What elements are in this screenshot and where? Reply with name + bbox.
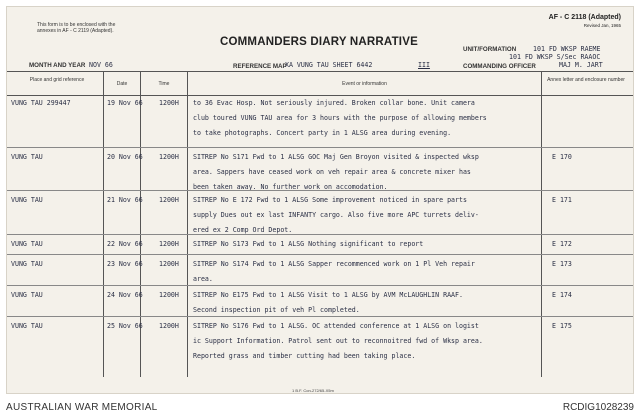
entry-event-line: supply Dues out ex last INFANTY cargo. Also five more APC turrets deliv- bbox=[193, 211, 479, 219]
entry-event-line: to 36 Evac Hosp. Not seriously injured. Broken collar bone. Unit camera bbox=[193, 99, 475, 107]
entry-date: 20 Nov 66 bbox=[107, 153, 143, 161]
entry-place: VUNG TAU 299447 bbox=[11, 99, 71, 107]
entry-time: 1200H bbox=[159, 291, 179, 299]
archive-name: AUSTRALIAN WAR MEMORIAL bbox=[6, 402, 158, 413]
entry-annex: E 171 bbox=[552, 196, 572, 204]
entry-place: VUNG TAU bbox=[11, 291, 43, 299]
col-header-date: Date bbox=[116, 81, 128, 87]
entry-date: 19 Nov 66 bbox=[107, 99, 143, 107]
entry-event-line: SITREP No S171 Fwd to 1 ALSG GOC Maj Gen Broyon visited & inspected wksp bbox=[193, 153, 479, 161]
col-divider bbox=[140, 71, 141, 377]
reference-map-label: REFERENCE MAP bbox=[233, 63, 287, 70]
entry-event-line: SITREP No S173 Fwd to 1 ALSG Nothing significant to report bbox=[193, 240, 424, 248]
unit-label: UNIT/FORMATION bbox=[463, 46, 517, 53]
entry-event-line: been taken away. No further work on accomodation. bbox=[193, 183, 388, 191]
entry-event-line: ered ex 2 Comp Ord Depot. bbox=[193, 226, 293, 234]
col-header-place: Place and grid reference bbox=[29, 77, 85, 83]
entry-event-line: SITREP No E175 Fwd to 1 ALSG Visit to 1 ALSG by AVM McLAUGHLIN RAAF. bbox=[193, 291, 463, 299]
entry-event-line: ic Support Information. Patrol sent out to reconnoitred fwd of Wksp area. bbox=[193, 337, 483, 345]
unit-value-1: 101 FD WKSP RAEME bbox=[533, 45, 601, 53]
page-title: COMMANDERS DIARY NARRATIVE bbox=[220, 36, 418, 48]
row-separator bbox=[7, 285, 633, 286]
diary-page bbox=[6, 6, 634, 394]
table-top-rule bbox=[7, 71, 633, 72]
entry-time: 1200H bbox=[159, 322, 179, 330]
unit-value-2: 101 FD WKSP S/Sec RAAOC bbox=[509, 53, 601, 61]
reference-map-sheet: III bbox=[418, 61, 430, 69]
col-divider bbox=[103, 71, 104, 377]
entry-time: 1200H bbox=[159, 260, 179, 268]
entry-time: 1200H bbox=[159, 99, 179, 107]
entry-place: VUNG TAU bbox=[11, 240, 43, 248]
entry-event-line: SITREP No S176 Fwd to 1 ALSG. OC attended conference at 1 ALSG on logist bbox=[193, 322, 479, 330]
commanding-officer-value: MAJ M. JART bbox=[559, 61, 603, 69]
entry-event-line: Second inspection pit of veh Pl completed. bbox=[193, 306, 360, 314]
entry-annex: E 170 bbox=[552, 153, 572, 161]
col-header-annex: Annex letter and enclosure number bbox=[547, 77, 625, 83]
entry-date: 25 Nov 66 bbox=[107, 322, 143, 330]
entry-event-line: SITREP No S174 Fwd to 1 ALSG Sapper recommenced work on 1 Pl Veh repair bbox=[193, 260, 475, 268]
entry-event-line: SITREP No E 172 Fwd to 1 ALSG Some improvement noticed in spare parts bbox=[193, 196, 467, 204]
header-bottom-rule bbox=[7, 95, 633, 96]
commanding-officer-label: COMMANDING OFFICER bbox=[463, 63, 536, 70]
entry-place: VUNG TAU bbox=[11, 196, 43, 204]
month-year-value: NOV 66 bbox=[89, 61, 113, 69]
entry-time: 1200H bbox=[159, 196, 179, 204]
row-separator bbox=[7, 234, 633, 235]
entry-event-line: Reported grass and timber cutting had been taking place. bbox=[193, 352, 416, 360]
entry-event-line: area. Sappers have ceased work on veh repair area & concrete mixer has bbox=[193, 168, 471, 176]
col-divider bbox=[187, 71, 188, 377]
month-year-label: MONTH AND YEAR bbox=[29, 62, 86, 69]
entry-annex: E 173 bbox=[552, 260, 572, 268]
entry-place: VUNG TAU bbox=[11, 322, 43, 330]
row-separator bbox=[7, 147, 633, 148]
row-separator bbox=[7, 254, 633, 255]
entry-event-line: to take photographs. Concert party in 1 ALSG area during evening. bbox=[193, 129, 452, 137]
entry-annex: E 175 bbox=[552, 322, 572, 330]
row-separator bbox=[7, 316, 633, 317]
form-id: AF - C 2118 (Adapted) bbox=[548, 14, 621, 21]
entry-date: 22 Nov 66 bbox=[107, 240, 143, 248]
row-separator bbox=[7, 190, 633, 191]
col-header-event: Event or information bbox=[342, 81, 387, 87]
entry-date: 24 Nov 66 bbox=[107, 291, 143, 299]
col-header-time: Time bbox=[158, 81, 170, 87]
col-divider bbox=[541, 71, 542, 377]
entry-event-line: club toured VUNG TAU area for 3 hours with the purpose of allowing members bbox=[193, 114, 487, 122]
entry-annex: E 172 bbox=[552, 240, 572, 248]
enclosure-note: This form is to be enclosed with the annexes in AF - C 2119 (Adapted). bbox=[37, 22, 116, 34]
archive-reference: RCDIG1028239 bbox=[562, 402, 634, 413]
entry-event-line: area. bbox=[193, 275, 213, 283]
entry-date: 23 Nov 66 bbox=[107, 260, 143, 268]
entry-date: 21 Nov 66 bbox=[107, 196, 143, 204]
form-revision: Revised Jan, 1965 bbox=[583, 23, 621, 28]
entry-place: VUNG TAU bbox=[11, 260, 43, 268]
entry-place: VUNG TAU bbox=[11, 153, 43, 161]
printer-note: 1 B.F. Con-272/65-X5m bbox=[292, 388, 334, 393]
archive-footer bbox=[0, 396, 640, 417]
entry-annex: E 174 bbox=[552, 291, 572, 299]
reference-map-value: XA VUNG TAU SHEET 6442 bbox=[285, 61, 373, 69]
entry-time: 1200H bbox=[159, 240, 179, 248]
entry-time: 1200H bbox=[159, 153, 179, 161]
